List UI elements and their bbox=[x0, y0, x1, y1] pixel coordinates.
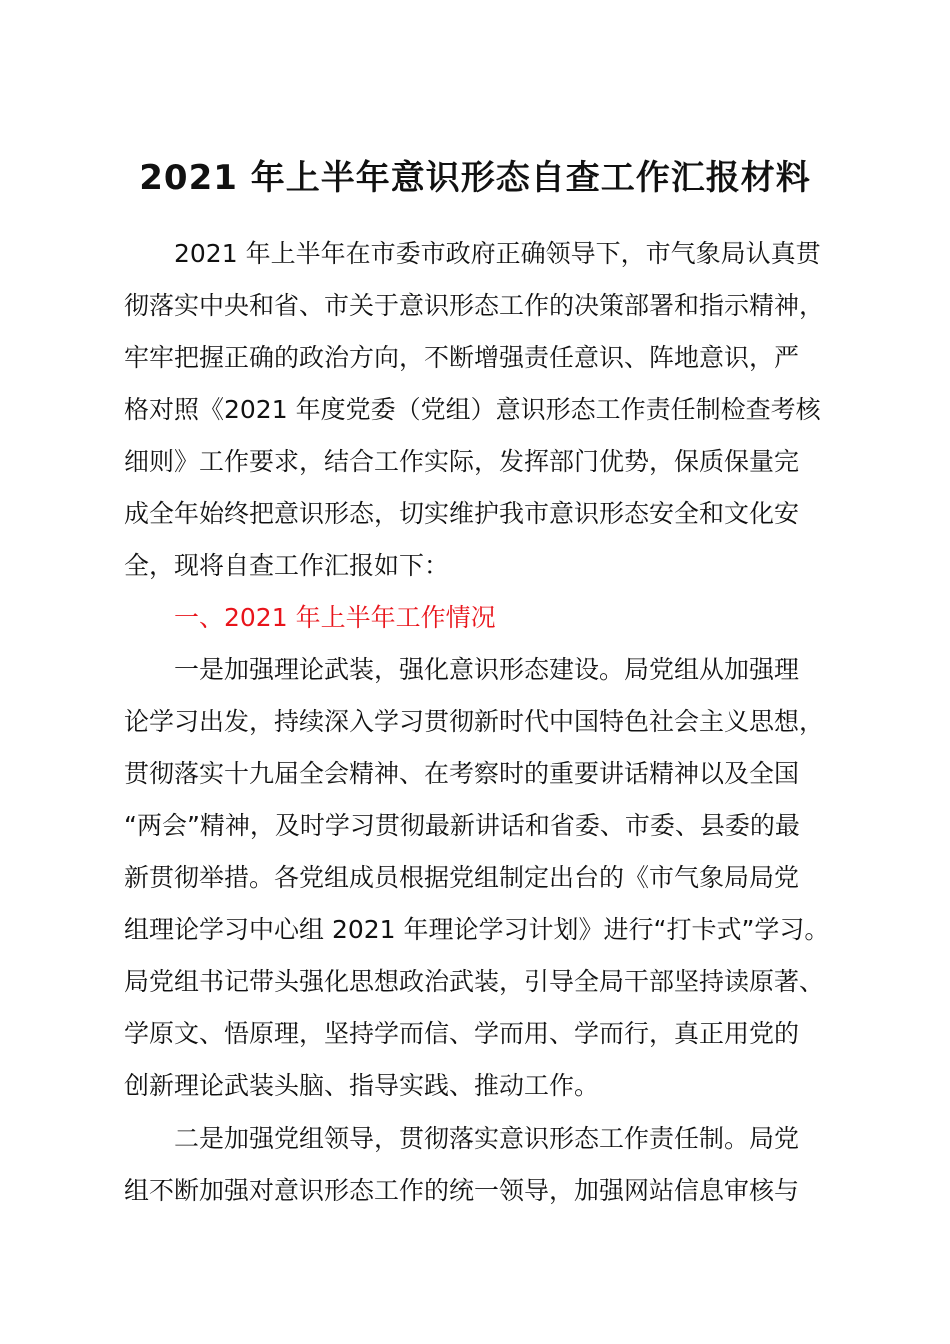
paragraph-1-line-4: 格对照《2021 年度党委（党组）意识形态工作责任制检查考核 bbox=[124, 395, 821, 424]
section-heading: 一、2021 年上半年工作情况 bbox=[174, 603, 496, 632]
paragraph-2-line-9: 创新理论武装头脑、指导实践、推动工作。 bbox=[124, 1071, 600, 1100]
paragraph-2-line-5: 新贯彻举措。各党组成员根据党组制定出台的《市气象局局党 bbox=[124, 863, 800, 892]
paragraph-1-line-5: 细则》工作要求，结合工作实际，发挥部门优势，保质保量完 bbox=[124, 447, 800, 476]
paragraph-1-line-3: 牢牢把握正确的政治方向，不断增强责任意识、阵地意识，严 bbox=[124, 343, 800, 372]
paragraph-2-line-1: 一是加强理论武装，强化意识形态建设。局党组从加强理 bbox=[174, 655, 800, 684]
paragraph-2-line-4: “两会”精神，及时学习贯彻最新讲话和省委、市委、县委的最 bbox=[124, 811, 800, 840]
paragraph-2-line-8: 学原文、悟原理，坚持学而信、学而用、学而行，真正用党的 bbox=[124, 1019, 800, 1048]
paragraph-1-line-2: 彻落实中央和省、市关于意识形态工作的决策部署和指示精神， bbox=[124, 291, 825, 320]
document-title: 2021 年上半年意识形态自查工作汇报材料 bbox=[139, 158, 811, 198]
paragraph-1-line-1: 2021 年上半年在市委市政府正确领导下，市气象局认真贯 bbox=[174, 239, 821, 268]
paragraph-2-line-7: 局党组书记带头强化思想政治武装，引导全局干部坚持读原著、 bbox=[124, 967, 825, 996]
paragraph-1-line-6: 成全年始终把意识形态，切实维护我市意识形态安全和文化安 bbox=[124, 499, 800, 528]
paragraph-3-line-2: 组不断加强对意识形态工作的统一领导，加强网站信息审核与 bbox=[124, 1176, 800, 1205]
paragraph-3-line-1: 二是加强党组领导，贯彻落实意识形态工作责任制。局党 bbox=[174, 1124, 800, 1153]
paragraph-2-line-6: 组理论学习中心组 2021 年理论学习计划》进行“打卡式”学习。 bbox=[124, 915, 830, 944]
paragraph-2-line-3: 贯彻落实十九届全会精神、在考察时的重要讲话精神以及全国 bbox=[124, 759, 800, 788]
paragraph-1-line-7: 全，现将自查工作汇报如下： bbox=[124, 551, 450, 580]
paragraph-2-line-2: 论学习出发，持续深入学习贯彻新时代中国特色社会主义思想， bbox=[124, 707, 825, 736]
